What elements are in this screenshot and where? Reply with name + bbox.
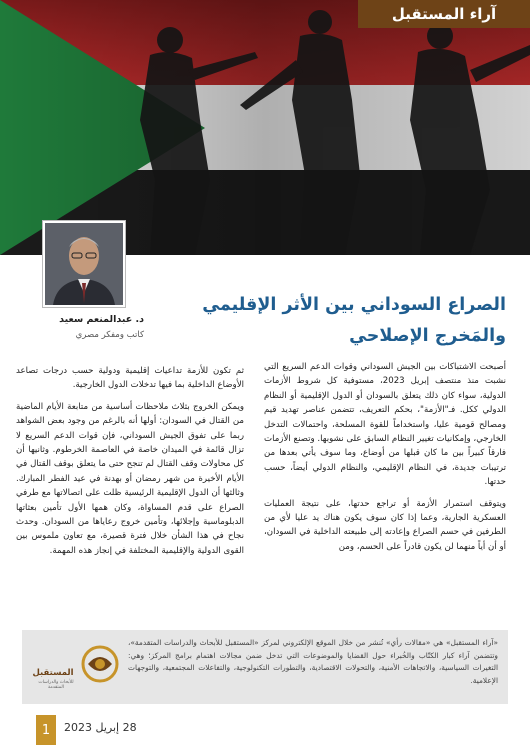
paragraph: ثم تكون للأزمة تداعيات إقليمية ودولية حسب درجات تصاعد الأوضاع الداخلية بما فيها تدخلات الدول الخارجية. bbox=[16, 366, 244, 391]
center-logo bbox=[30, 644, 116, 690]
page-number: 1 bbox=[36, 715, 56, 745]
globe-logo-icon bbox=[80, 644, 120, 684]
sudan-flag-soldiers-illustration bbox=[0, 0, 530, 255]
author-photo bbox=[43, 221, 125, 307]
logo-subtitle: للأبحاث والدراسات المتقدمة bbox=[38, 680, 74, 690]
paragraph: أصبحت الاشتباكات بين الجيش السوداني وقوات الدعم السريع التي نشبت منذ منتصف إبريل 2023، مستوفية كل شروط الأزمات الدولية، سواء كان ذلك يتعلق بالسودان أو الدول الإقليمية أو النظام الدولي ككل. فـ"الأزمة"، بحكم التعريف، تتضمن عناصر تهديد قيم ومصالح قومية عليا، واستخداماً للقوة المسلحة، واحتمالات التدخل الخارجي، وإمكانيات تغيير النظام السابق على نشوبها. وتصنع الأزمات فارقاً كبيراً بين ما كان قبلها من أوضاع، وما سوف يأتي بعدها من ترتيبات جديدة، في النظام الإقليمي، والنظام الدولي أيضاً، حسب حدتها. bbox=[264, 362, 506, 488]
article-title-line-2: والمَخرج الإصلاحي bbox=[349, 326, 506, 346]
logo-name: المستقبل bbox=[32, 668, 74, 678]
footer-info-box bbox=[22, 630, 508, 704]
article-column-left bbox=[16, 364, 244, 565]
publication-date: 28 إبريل 2023 bbox=[64, 721, 137, 734]
author-role: كاتب ومفكر مصري bbox=[75, 330, 144, 340]
paragraph: ويمكن الخروج بثلاث ملاحظات أساسية من متابعة الأيام الماضية من القتال في السودان: أولها أنه بالرغم من وجود بعض الشواهد ربما على تفوق الجيش السوداني، فإن قوات الدعم السريع لا تزال قائمة في الميدان خاصة في العاصمة الخرطوم. وثانيها أن كل محاولات وقف القتال لم تنجح حتى ما يتعلق بوقف القتال في الأيام الأخيرة من شهر رمضان أو بهدنة في عيد الفطر المبارك. وثالثها أن الدول الإقليمية الرئيسية ظلت على اتصالاتها مع طرفي الصراع على قدم المساواة، وكان همها الأول تأمين بعثاتها الدبلوماسية وإجلائها، وتأمين خروج رعاياها من السودان. وحدث نجاح في هذا الشأن خلال فترة قصيرة، مع تعاون ملموس بين القوى الدولية والإقليمية المختلفة في إنجاز هذه المهمة. bbox=[16, 401, 244, 556]
section-label: آراء المستقبل bbox=[358, 0, 530, 28]
author-portrait-icon bbox=[45, 223, 123, 305]
paragraph: ويتوقف استمرار الأزمة أو تراجع حدتها، على نتيجة العمليات العسكرية الجارية، وعما إذا كان سوف يكون هناك يد عليا لأي من الطرفين في حسم الصراع وإعادته إلى طبيعته الداخلية في السودان، أو أن أياً منهما لن يكون قادراً على الحسم، ومن bbox=[264, 498, 506, 552]
hero-image bbox=[0, 0, 530, 255]
article-title-line-1: الصراع السوداني بين الأثر الإقليمي bbox=[202, 295, 506, 315]
article-title bbox=[161, 290, 506, 352]
author-name: د. عبدالمنعم سعيد bbox=[59, 314, 144, 325]
article-column-right bbox=[264, 360, 506, 561]
footer-description: «آراء المستقبل» هي «مقالات رأي» تُنشر من خلال الموقع الإلكتروني لمركز «المستقبل للأبحاث والدراسات المتقدمة»، وتتضمن آراء كبار الكتّاب والخُبراء حول القضايا والموضوعات التي تدخل ضمن مجالات اهتمام برامج المركز؛ وهي: التغيرات السياسية، والاتجاهات الأمنية، والتحولات الاقتصادية، والتطورات التكنولوجية، والتفاعلات المجتمعية، والتوجهات الإعلامية. bbox=[128, 638, 498, 685]
